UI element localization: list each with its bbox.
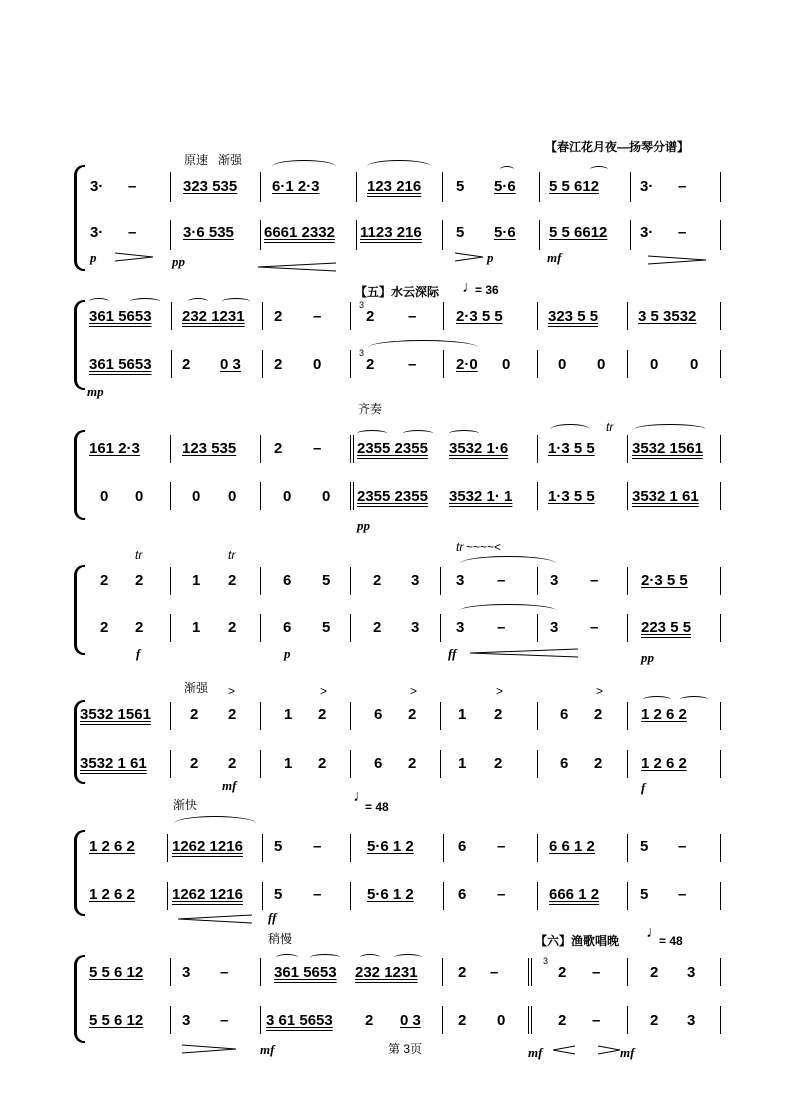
- note: 6: [560, 706, 569, 723]
- note: 361 5653: [274, 964, 337, 981]
- tempo-six: = 48: [659, 934, 683, 948]
- dynamic: mf: [620, 1045, 635, 1060]
- note: 3532 1·6: [449, 440, 509, 457]
- note: 1: [192, 619, 201, 636]
- note: 2: [558, 1012, 567, 1029]
- score-title: 【春江花月夜—扬琴分谱】: [545, 140, 690, 154]
- note: –: [408, 356, 417, 373]
- note: 3 61 5653: [266, 1012, 333, 1029]
- quarter-note-icon: ♩: [353, 788, 369, 805]
- note: –: [592, 1012, 601, 1029]
- note: 3: [182, 964, 191, 981]
- note: 2: [494, 755, 503, 772]
- note: 3532 1561: [80, 706, 151, 723]
- note: 323 535: [183, 178, 238, 195]
- note: 1 2 6 2: [641, 706, 687, 723]
- dynamic: pp: [357, 518, 370, 533]
- note: 0: [322, 488, 331, 505]
- note: 232 1231: [355, 964, 418, 981]
- note: 0: [313, 356, 322, 373]
- note: –: [313, 886, 322, 903]
- tempo-48: = 48: [365, 800, 389, 814]
- note: 0: [135, 488, 144, 505]
- note: 123 535: [182, 440, 237, 457]
- note: 5·6 1 2: [367, 886, 414, 903]
- note: 2: [228, 706, 237, 723]
- shaoman-mark: 稍慢: [268, 932, 293, 946]
- note: 2: [594, 706, 603, 723]
- note: 1123 216: [360, 224, 422, 241]
- note: –: [592, 964, 601, 981]
- dynamic: mf: [547, 250, 562, 265]
- note: 2: [228, 572, 237, 589]
- note: –: [490, 964, 499, 981]
- note: 323 5 5: [548, 308, 599, 325]
- note: 2: [190, 706, 199, 723]
- note: 0: [497, 1012, 506, 1029]
- note: 5·6: [494, 224, 516, 241]
- note: 361 5653: [89, 308, 152, 325]
- note: 3532 1 61: [80, 755, 147, 772]
- note: –: [678, 838, 687, 855]
- note: –: [220, 964, 229, 981]
- note: 5 5 6612: [549, 224, 608, 241]
- note: 5: [322, 619, 331, 636]
- note: –: [313, 838, 322, 855]
- decrescendo-hairpin: [115, 252, 155, 262]
- crescendo-hairpin: [470, 648, 580, 658]
- note: –: [497, 572, 506, 589]
- note: 2: [274, 308, 283, 325]
- dynamic: p: [284, 646, 291, 661]
- note: 3: [182, 1012, 191, 1029]
- note: 3·: [90, 178, 104, 195]
- crescendo-hairpin: [258, 262, 338, 272]
- note: 123 216: [367, 178, 422, 195]
- note: 5: [322, 572, 331, 589]
- dynamic: mp: [87, 384, 104, 399]
- tempo-mark-jianqiang: 渐强: [218, 153, 243, 167]
- note: 0: [558, 356, 567, 373]
- note: 1 2 6 2: [89, 838, 135, 855]
- note: 6: [458, 886, 467, 903]
- note: 2355 2355: [357, 488, 428, 505]
- decrescendo-hairpin: [648, 255, 708, 265]
- trill-mark: tr: [228, 548, 236, 562]
- crescendo-hairpin: [553, 1045, 577, 1055]
- note: 3: [550, 572, 559, 589]
- note: 1262 1216: [172, 886, 243, 903]
- note: 2: [408, 706, 417, 723]
- note: 0: [650, 356, 659, 373]
- note: 5: [456, 178, 465, 195]
- note: 5 5 6 12: [89, 964, 144, 981]
- jiankuai-mark: 渐快: [173, 798, 198, 812]
- note: 3 5 3532: [638, 308, 697, 325]
- note: 6: [283, 572, 292, 589]
- note: 1: [458, 706, 467, 723]
- note: 6661 2332: [264, 224, 335, 241]
- note: 2: [228, 619, 237, 636]
- note: 5 5 6 12: [89, 1012, 144, 1029]
- dynamic: mf: [528, 1045, 543, 1060]
- section-title-five: 【五】水云深际: [355, 285, 440, 299]
- dynamic: p: [90, 250, 97, 265]
- note: 3·: [90, 224, 104, 241]
- crescendo-hairpin: [178, 914, 254, 924]
- note: –: [678, 886, 687, 903]
- system-bracket: [74, 565, 85, 655]
- note: 2·3 5 5: [456, 308, 503, 325]
- note: 5: [274, 838, 283, 855]
- note: 2: [135, 572, 144, 589]
- note: 6·1 2·3: [272, 178, 320, 195]
- note: 1: [192, 572, 201, 589]
- note: 2: [365, 1012, 374, 1029]
- note: 1: [284, 755, 293, 772]
- note: 0 3: [220, 356, 241, 373]
- note: 2: [458, 964, 467, 981]
- note: 0 3: [400, 1012, 421, 1029]
- note: 2: [228, 755, 237, 772]
- note: 6 6 1 2: [549, 838, 595, 855]
- trill-mark: tr: [135, 548, 143, 562]
- note: –: [220, 1012, 229, 1029]
- score-page: 【春江花月夜—扬琴分谱】 原速 渐强 3· – 323 535 6·1 2·3 123 216 5 5·6 5 5 612 3· – 3· – 3·6 535 6661 2332 1123 216 5 5·6 5 5 6612 3· – p pp p mf 【五】水云深际 ♩ = 36 361 5653 232 1231 2 – 3 2 – 2·3 5 5 323 5 5 3 5 3532 361 5653 2 0 3 2 0 3 2 – 2·0 0 0 0 0 0 mp 齐奏 161 2·3 123 535 2 – 2355 2355 3532 1·6 1·3 5 5 3532 1561 tr 0 0 0 0 0 0 2355 2355 3532 1· 1 1·3 5 5 3532 1 61 pp tr tr tr ~~~~< 2 2 1 2 6 5 2 3 3 – 3 – 2·3 5 5 2 2 1 2 6 5 2 3 3 – 3 – 223 5 5 f p ff pp 渐强 > > > > > 3532 1561 2 2 1 2 6 2 1 2 6 2 1 2 6 2 3532 1 61 2 2 1 2 6 2 1 2 6 2 1 2 6 2 mf f 渐快 ♩ = 48 1 2 6 2 1262 1216 5 – 5·6 1 2 6 – 6 6 1 2 5 – 1 2 6 2 1262 1216 5 – 5·6 1 2 6 – 666 1 2 5 – ff 稍慢 【六】渔歌唱晚 ♩ = 48 5 5 6 12 3 – 361 5653 232 1231 2 – 3 2 – 2 3 5 5 6 12 3 – 3 61 5653 2 0 3 2 0 2 – 2 3 mf mf mf 第 3页: [0, 0, 790, 1119]
- note: 2: [594, 755, 603, 772]
- note: 3532 1· 1: [449, 488, 513, 505]
- note: –: [128, 178, 137, 195]
- note: 0: [228, 488, 237, 505]
- note: 0: [502, 356, 511, 373]
- note: 5·6: [494, 178, 516, 195]
- note: 2: [366, 308, 375, 325]
- note: 1: [284, 706, 293, 723]
- system-bracket: [74, 165, 85, 271]
- note: 2: [494, 706, 503, 723]
- note: 5: [456, 224, 465, 241]
- note: 2: [650, 964, 659, 981]
- jianqiang-mark: 渐强: [184, 681, 209, 695]
- note: 0: [283, 488, 292, 505]
- note: 3: [550, 619, 559, 636]
- note: 2: [650, 1012, 659, 1029]
- dynamic: ff: [268, 910, 277, 925]
- note: 3: [456, 619, 465, 636]
- note: 232 1231: [182, 308, 245, 325]
- note: 2: [318, 755, 327, 772]
- dynamic: mf: [222, 778, 237, 793]
- note: 666 1 2: [549, 886, 600, 903]
- dynamic: pp: [172, 254, 185, 269]
- note: 2355 2355: [357, 440, 428, 457]
- note: –: [497, 838, 506, 855]
- note: 2: [558, 964, 567, 981]
- note: 6: [374, 755, 383, 772]
- note: 3: [411, 572, 420, 589]
- note: 2: [274, 356, 283, 373]
- note: 1 2 6 2: [89, 886, 135, 903]
- note: 161 2·3: [89, 440, 140, 457]
- note: 2: [135, 619, 144, 636]
- note: 2: [458, 1012, 467, 1029]
- note: 1·3 5 5: [548, 488, 595, 505]
- decrescendo-hairpin: [598, 1045, 622, 1055]
- tempo-five: = 36: [475, 283, 499, 297]
- note: 2·0: [456, 356, 478, 373]
- trill-mark: tr: [456, 540, 464, 554]
- note: 5·6 1 2: [367, 838, 414, 855]
- note: 361 5653: [89, 356, 152, 373]
- note: 3·6 535: [183, 224, 234, 241]
- note: –: [590, 572, 599, 589]
- note: 2: [182, 356, 191, 373]
- dynamic: f: [641, 780, 646, 795]
- note: 3: [687, 964, 696, 981]
- note: 1 2 6 2: [641, 755, 687, 772]
- note: 3: [411, 619, 420, 636]
- note: 3532 1 61: [632, 488, 699, 505]
- note: 0: [597, 356, 606, 373]
- note: 5: [640, 838, 649, 855]
- quarter-note-icon: ♩: [462, 279, 478, 296]
- note: 0: [690, 356, 699, 373]
- tempo-mark-yuansu: 原速: [184, 153, 209, 167]
- note: 3532 1561: [632, 440, 703, 457]
- dynamic: pp: [641, 650, 654, 665]
- note: –: [678, 178, 687, 195]
- note: 6: [560, 755, 569, 772]
- note: 5: [274, 886, 283, 903]
- dynamic: p: [487, 250, 494, 265]
- system-bracket: [74, 430, 85, 520]
- note: –: [313, 440, 322, 457]
- note: –: [497, 886, 506, 903]
- note: 6: [283, 619, 292, 636]
- note: 3·: [640, 178, 654, 195]
- note: 223 5 5: [641, 619, 692, 636]
- dynamic: f: [136, 646, 141, 661]
- note: 2: [373, 619, 382, 636]
- note: –: [408, 308, 417, 325]
- system-bracket: [74, 955, 85, 1043]
- note: 6: [374, 706, 383, 723]
- note: 2: [408, 755, 417, 772]
- note: 2: [274, 440, 283, 457]
- note: 2·3 5 5: [641, 572, 688, 589]
- note: 6: [458, 838, 467, 855]
- note: –: [313, 308, 322, 325]
- section-title-six: 【六】渔歌唱晚: [535, 934, 620, 948]
- note: 0: [100, 488, 109, 505]
- trill-mark: tr: [606, 420, 614, 434]
- decrescendo-hairpin: [182, 1044, 238, 1054]
- note: 5: [640, 886, 649, 903]
- note: 2: [366, 356, 375, 373]
- decrescendo-hairpin: [455, 252, 485, 262]
- page-number: 第 3页: [388, 1042, 423, 1056]
- dynamic: mf: [260, 1042, 275, 1057]
- note: 2: [318, 706, 327, 723]
- note: 0: [192, 488, 201, 505]
- note: 2: [100, 619, 109, 636]
- note: 1·3 5 5: [548, 440, 595, 457]
- note: –: [678, 224, 687, 241]
- note: 2: [190, 755, 199, 772]
- note: 3: [456, 572, 465, 589]
- system-bracket: [74, 830, 85, 916]
- note: 2: [373, 572, 382, 589]
- quarter-note-icon: ♩: [646, 924, 662, 941]
- note: 1: [458, 755, 467, 772]
- dynamic: ff: [448, 646, 457, 661]
- system-bracket: [74, 300, 85, 390]
- note: 3: [687, 1012, 696, 1029]
- note: 3·: [640, 224, 654, 241]
- note: 1262 1216: [172, 838, 243, 855]
- note: –: [128, 224, 137, 241]
- note: –: [590, 619, 599, 636]
- qizou-mark: 齐奏: [358, 402, 383, 416]
- note: 5 5 612: [549, 178, 600, 195]
- note: 2: [100, 572, 109, 589]
- note: –: [497, 619, 506, 636]
